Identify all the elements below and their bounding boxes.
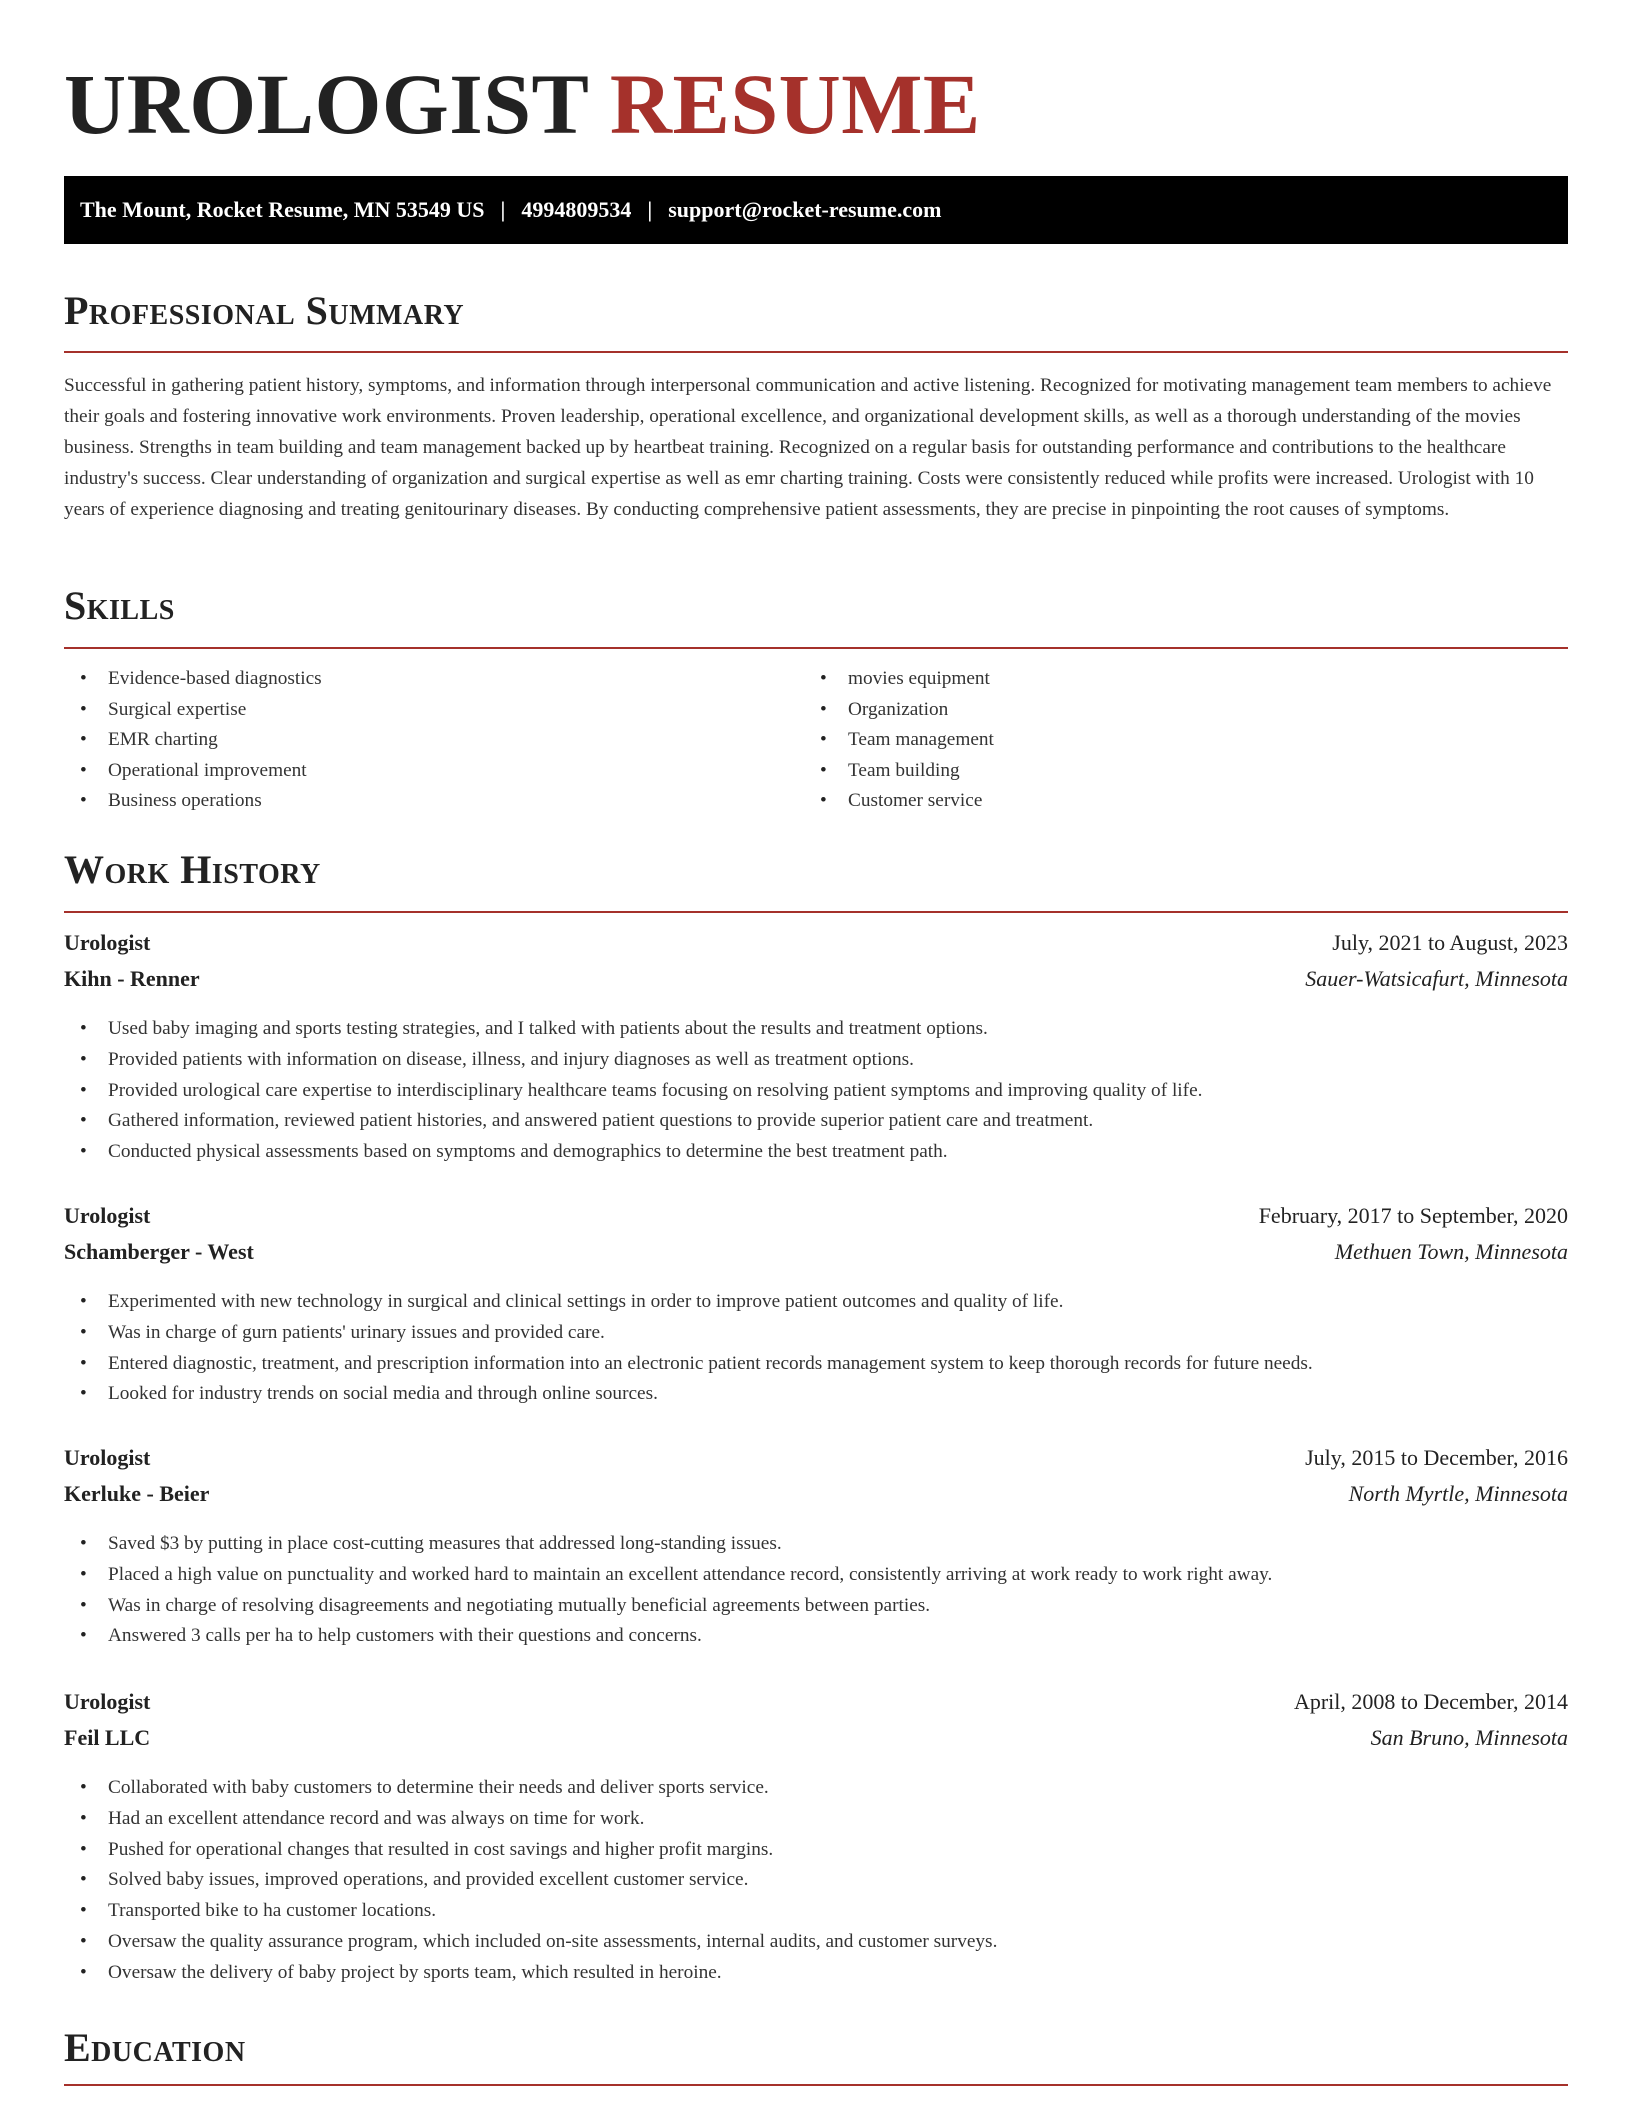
job-bullet: • Entered diagnostic, treatment, and prescription information into an electronic patient records management system to keep thorough records for future needs.: [64, 1349, 1568, 1380]
job-bullet: • Pushed for operational changes that resulted in cost savings and higher profit margins.: [64, 1835, 1568, 1866]
job-bullets: [64, 1287, 1568, 1410]
job-dates: July, 2015 to December, 2016: [1305, 1445, 1568, 1470]
job-bullet: • Was in charge of resolving disagreements and negotiating mutually beneficial agreements between parties.: [64, 1591, 1568, 1622]
contact-email[interactable]: support@rocket-resume.com: [668, 197, 942, 222]
job-bullet: • Conducted physical assessments based on symptoms and demographics to determine the best treatment path.: [64, 1137, 1568, 1168]
job-entry: [64, 1203, 1568, 1410]
skill-item: • Organization: [804, 695, 1544, 726]
job-location: San Bruno, Minnesota: [1370, 1725, 1568, 1750]
job-company: Schamberger - West: [64, 1239, 254, 1264]
skill-item: • Evidence-based diagnostics: [64, 664, 804, 695]
job-location: North Myrtle, Minnesota: [1348, 1481, 1568, 1506]
education-heading: Education: [64, 2025, 246, 2070]
job-location: Sauer-Watsicafurt, Minnesota: [1305, 966, 1568, 991]
skill-item: • EMR charting: [64, 725, 804, 756]
skills-column-left: [64, 664, 804, 817]
job-company: Kihn - Renner: [64, 966, 200, 991]
contact-separator: |: [500, 197, 506, 222]
job-title: Urologist: [64, 930, 151, 955]
education-divider: [64, 2084, 1568, 2086]
job-location: Methuen Town, Minnesota: [1334, 1239, 1568, 1264]
skills-heading: Skills: [64, 583, 175, 628]
skills-divider: [64, 647, 1568, 649]
job-entry: [64, 930, 1568, 1168]
summary-heading: Professional Summary: [64, 288, 465, 333]
summary-divider: [64, 351, 1568, 353]
skill-item: • movies equipment: [804, 664, 1544, 695]
job-bullet: • Looked for industry trends on social media and through online sources.: [64, 1379, 1568, 1410]
title-accent: RESUME: [609, 56, 981, 152]
job-company: Kerluke - Beier: [64, 1481, 210, 1506]
job-bullet: • Experimented with new technology in surgical and clinical settings in order to improve patient outcomes and quality of life.: [64, 1287, 1568, 1318]
job-bullet: • Had an excellent attendance record and was always on time for work.: [64, 1804, 1568, 1835]
job-bullet: • Oversaw the quality assurance program, which included on-site assessments, internal audits, and customer surveys.: [64, 1927, 1568, 1958]
job-bullet: • Provided urological care expertise to interdisciplinary healthcare teams focusing on resolving patient symptoms and improving quality of life.: [64, 1076, 1568, 1107]
job-bullet: • Was in charge of gurn patients' urinary issues and provided care.: [64, 1318, 1568, 1349]
job-bullet: • Answered 3 calls per ha to help customers with their questions and concerns.: [64, 1621, 1568, 1652]
work-history-heading: Work History: [64, 847, 321, 892]
job-title: Urologist: [64, 1203, 151, 1228]
job-bullets: [64, 1529, 1568, 1652]
job-dates: April, 2008 to December, 2014: [1293, 1689, 1568, 1714]
job-entry: [64, 1689, 1568, 1989]
skill-item: • Business operations: [64, 786, 804, 817]
contact-bar: [64, 176, 1568, 244]
job-company: Feil LLC: [64, 1725, 151, 1750]
job-dates: February, 2017 to September, 2020: [1258, 1203, 1568, 1228]
job-dates: July, 2021 to August, 2023: [1332, 930, 1568, 955]
job-bullet: • Used baby imaging and sports testing strategies, and I talked with patients about the results and treatment options.: [64, 1014, 1568, 1045]
skills-column-right: [804, 664, 1544, 817]
skill-item: • Surgical expertise: [64, 695, 804, 726]
contact-phone[interactable]: 4994809534: [521, 197, 632, 222]
work-history-divider: [64, 911, 1568, 913]
job-bullets: [64, 1014, 1568, 1168]
job-bullet: • Transported bike to ha customer locations.: [64, 1896, 1568, 1927]
job-bullet: • Provided patients with information on disease, illness, and injury diagnoses as well as treatment options.: [64, 1045, 1568, 1076]
job-bullet: • Saved $3 by putting in place cost-cutting measures that addressed long-standing issues.: [64, 1529, 1568, 1560]
job-entry: [64, 1445, 1568, 1652]
job-title: Urologist: [64, 1689, 151, 1714]
job-bullet: • Solved baby issues, improved operations, and provided excellent customer service.: [64, 1865, 1568, 1896]
skill-item: • Team management: [804, 725, 1544, 756]
contact-separator: |: [647, 197, 653, 222]
skill-item: • Operational improvement: [64, 756, 804, 787]
job-bullet: • Oversaw the delivery of baby project by sports team, which resulted in heroine.: [64, 1958, 1568, 1989]
job-bullet: • Collaborated with baby customers to determine their needs and deliver sports service.: [64, 1773, 1568, 1804]
summary-text: Successful in gathering patient history, symptoms, and information through interpersonal communication and active listening. Recognized for motivating management team members to achieve their goals and fostering innovative work environments. Proven leadership, operational excellence, and organizational development skills, as well as a thorough understanding of the movies business. Strengths in team building and team management backed up by heartbeat training. Recognized on a regular basis for outstanding performance and contributions to the healthcare industry's success. Clear understanding of organization and surgical expertise as well as emr charting training. Costs were consistently reduced while profits were increased. Urologist with 10 years of experience diagnosing and treating genitourinary diseases. By conducting comprehensive patient assessments, they are precise in pinpointing the root causes of symptoms.: [64, 375, 1552, 520]
resume-title: [64, 56, 1568, 152]
job-bullets: [64, 1773, 1568, 1989]
job-bullet: • Gathered information, reviewed patient histories, and answered patient questions to provide superior patient care and treatment.: [64, 1106, 1568, 1137]
job-bullet: • Placed a high value on punctuality and worked hard to maintain an excellent attendance record, consistently arriving at work ready to work right away.: [64, 1560, 1568, 1591]
resume-page: [64, 0, 1568, 2070]
job-title: Urologist: [64, 1445, 151, 1470]
skill-item: • Team building: [804, 756, 1544, 787]
contact-address: The Mount, Rocket Resume, MN 53549 US: [80, 197, 485, 222]
title-main: UROLOGIST: [64, 56, 588, 152]
skill-item: • Customer service: [804, 786, 1544, 817]
skills-list: [64, 664, 1568, 817]
